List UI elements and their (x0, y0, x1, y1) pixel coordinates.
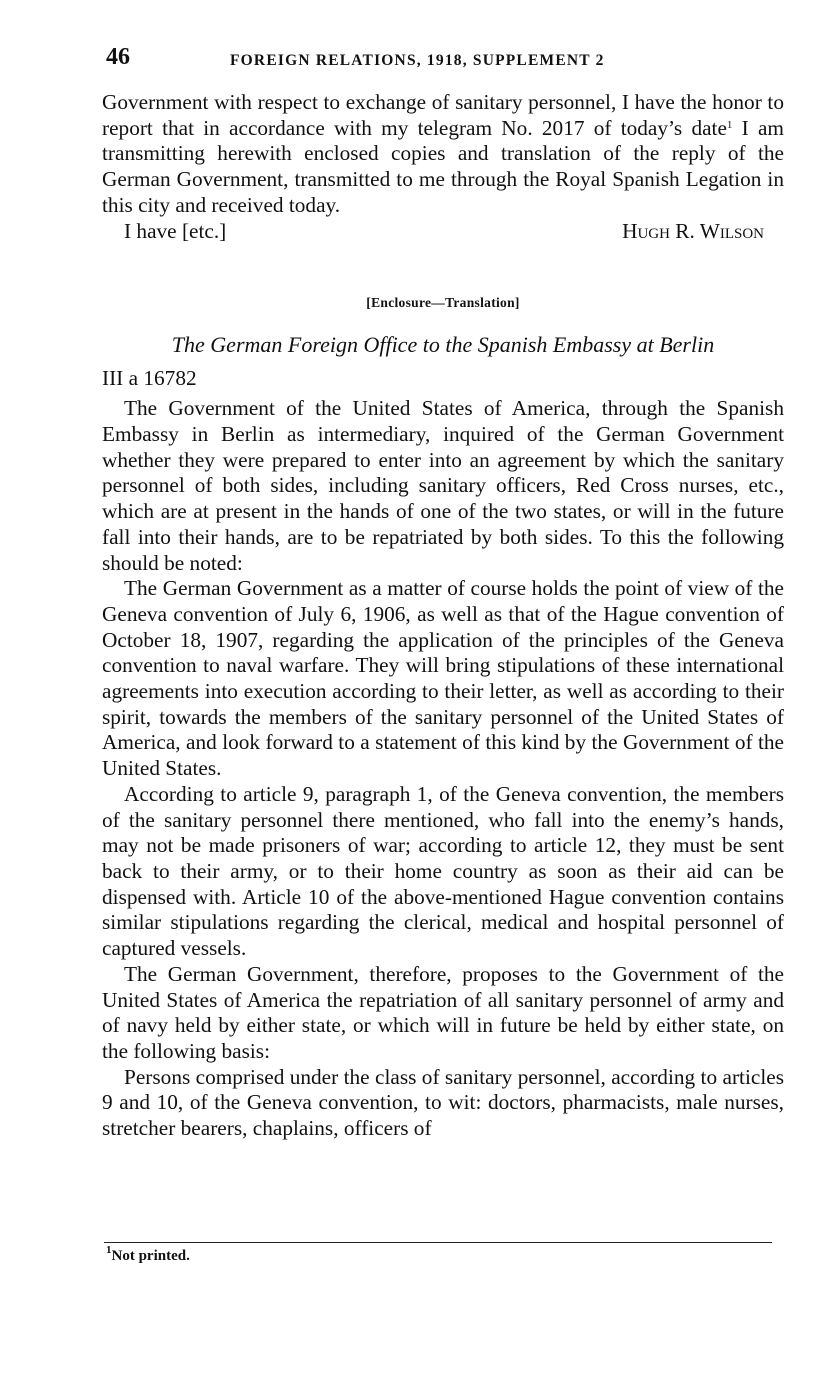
footnote-divider (104, 1242, 772, 1243)
paragraph-proposal: The German Government, therefore, proposes to the Government of the United States of America the repatriation of all sanitary personnel of army and of navy held by either state, or which will in future be held by either state, on the following basis: (102, 961, 784, 1063)
letter-signature (622, 219, 764, 245)
letter-text-start: Government with respect to exchange of sanitary personnel, I have the honor to report that in accordance with my telegram No. 2017 of today’s date (102, 90, 784, 140)
paragraph-inquiry: The Government of the United States of America, through the Spanish Embassy in Berlin as intermediary, inquired of the German Government whether they were prepared to enter into an agreement by which the sanitary personnel of both sides, including sanitary officers, Red Cross nurses, etc., which are at present in the hands of one of the two states, or will in the future fall into their hands, are to be repatriated by both sides. To this the following should be noted: (102, 396, 784, 575)
enclosure-title: The German Foreign Office to the Spanish Embassy at Berlin (171, 331, 715, 357)
page-header (106, 40, 786, 70)
footnote-reference: 1 (726, 118, 733, 131)
signature-name: Hugh R. Wilson (622, 218, 764, 243)
file-number: III a 16782 (102, 365, 197, 390)
paragraph-article-9: According to article 9, paragraph 1, of the Geneva convention, the members of the sanitary personnel there mentioned, who fall into the enemy’s hands, may not be made prisoners of war; according to article 12, they must be sent back to their army, or to their home country as soon as their aid can be dispensed with. Article 10 of the above-mentioned Hague convention contains similar stipulations regarding the clerical, medical and hospital personnel of captured vessels. (102, 781, 784, 961)
letter-continuation (102, 90, 784, 219)
footnote-mark: 1 (106, 1244, 112, 1256)
paragraph-persons: Persons comprised under the class of sanitary personnel, according to articles 9 and 10, of the Geneva convention, to wit: doctors, pharmacists, male nurses, stretcher bearers, chaplains, officers of (102, 1064, 784, 1141)
running-title: FOREIGN RELATIONS, 1918, SUPPLEMENT 2 (230, 52, 605, 69)
letter-closing: I have [etc.] (124, 218, 227, 243)
footnote (106, 1244, 190, 1265)
letter-text-end: I am transmitting herewith enclosed copies and translation of the reply of the German Government, transmitted to me through the Royal Spanish Legation in this city and received today. (102, 115, 784, 217)
page-body (102, 90, 784, 1142)
letter-signoff (124, 219, 764, 245)
footnote-text: Not printed. (111, 1248, 190, 1264)
enclosure-label: [Enclosure—Translation] (366, 295, 520, 311)
page-number: 46 (106, 44, 130, 70)
paragraph-geneva-view: The German Government as a matter of course holds the point of view of the Geneva convention of July 6, 1906, as well as that of the Hague convention of October 18, 1907, regarding the application of the principles of the Geneva convention to naval warfare. They will bring stipulations of these international agreements into execution according to their letter, as well as according to their spirit, towards the members of the sanitary personnel of the United States of America, and look forward to a statement of this kind by the Government of the United States. (102, 576, 784, 781)
